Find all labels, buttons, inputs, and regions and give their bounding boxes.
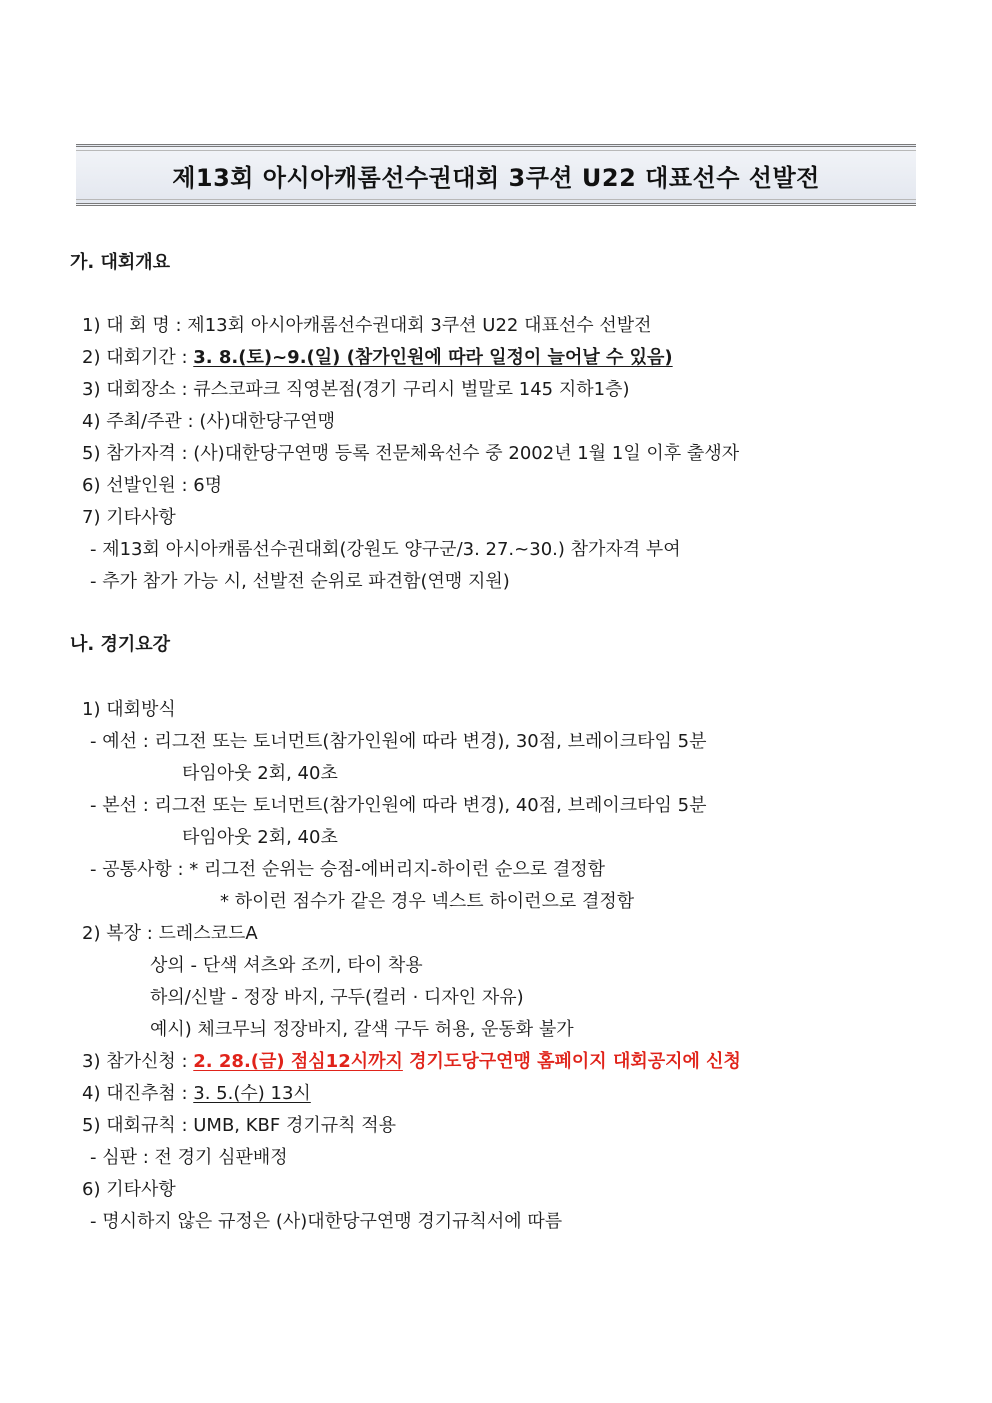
item-label: 4) 대진추첨 : — [82, 1083, 194, 1104]
registration-deadline: 2. 28.(금) 점심12시까지 — [193, 1051, 403, 1072]
section-b-heading: 나. 경기요강 — [70, 634, 171, 655]
draw-datetime: 3. 5.(수) 13시 — [193, 1083, 311, 1104]
dress-example: 예시) 체크무늬 정장바지, 갈색 구두 허용, 운동화 불가 — [150, 1019, 574, 1040]
format-common-cont: * 하이런 점수가 같은 경우 넥스트 하이런으로 결정함 — [220, 891, 635, 912]
page-title: 제13회 아시아캐롬선수권대회 3쿠션 U22 대표선수 선발전 — [172, 163, 820, 192]
item-draw — [82, 1082, 311, 1106]
item-format: 1) 대회방식 — [82, 699, 176, 720]
format-main-cont: 타임아웃 2회, 40초 — [182, 827, 338, 848]
item-label: 3) 참가신청 : — [82, 1051, 194, 1072]
item-event-period — [82, 346, 673, 370]
format-prelim-cont: 타임아웃 2회, 40초 — [182, 763, 338, 784]
format-main: - 본선 : 리그전 또는 토너먼트(참가인원에 따라 변경), 40점, 브레이크타임 5분 — [90, 795, 707, 816]
title-box — [76, 144, 916, 206]
other-note-2: - 추가 참가 가능 시, 선발전 순위로 파견함(연맹 지원) — [90, 571, 510, 592]
format-prelim: - 예선 : 리그전 또는 토너먼트(참가인원에 따라 변경), 30점, 브레이크타임 5분 — [90, 731, 707, 752]
rules-referee: - 심판 : 전 경기 심판배정 — [90, 1147, 288, 1168]
item-venue: 3) 대회장소 : 큐스코파크 직영본점(경기 구리시 벌말로 145 지하1층) — [82, 379, 630, 400]
other-b-note: - 명시하지 않은 규정은 (사)대한당구연맹 경기규칙서에 따름 — [90, 1211, 563, 1232]
dress-bottom: 하의/신발 - 정장 바지, 구두(컬러 · 디자인 자유) — [150, 987, 524, 1008]
section-a-heading: 가. 대회개요 — [70, 252, 171, 273]
item-dress: 2) 복장 : 드레스코드A — [82, 923, 258, 944]
format-common: - 공통사항 : * 리그전 순위는 승점-에버리지-하이런 순으로 결정함 — [90, 859, 606, 880]
item-registration — [82, 1050, 741, 1074]
item-host: 4) 주최/주관 : (사)대한당구연맹 — [82, 411, 336, 432]
item-selection-count: 6) 선발인원 : 6명 — [82, 475, 223, 496]
item-event-name: 1) 대 회 명 : 제13회 아시아캐롬선수권대회 3쿠션 U22 대표선수 선발전 — [82, 315, 652, 336]
item-label: 2) 대회기간 : — [82, 347, 194, 368]
item-eligibility: 5) 참가자격 : (사)대한당구연맹 등록 전문체육선수 중 2002년 1월 1일 이후 출생자 — [82, 443, 740, 464]
item-rules: 5) 대회규칙 : UMB, KBF 경기규칙 적용 — [82, 1115, 397, 1136]
registration-method: 경기도당구연맹 홈페이지 대회공지에 신청 — [402, 1051, 741, 1072]
event-period-value: 3. 8.(토)~9.(일) (참가인원에 따라 일정이 늘어날 수 있음) — [193, 347, 673, 368]
dress-top: 상의 - 단색 셔츠와 조끼, 타이 착용 — [150, 955, 423, 976]
other-note-1: - 제13회 아시아캐롬선수권대회(강원도 양구군/3. 27.~30.) 참가자격 부여 — [90, 539, 681, 560]
item-other-b: 6) 기타사항 — [82, 1179, 176, 1200]
item-other: 7) 기타사항 — [82, 507, 176, 528]
